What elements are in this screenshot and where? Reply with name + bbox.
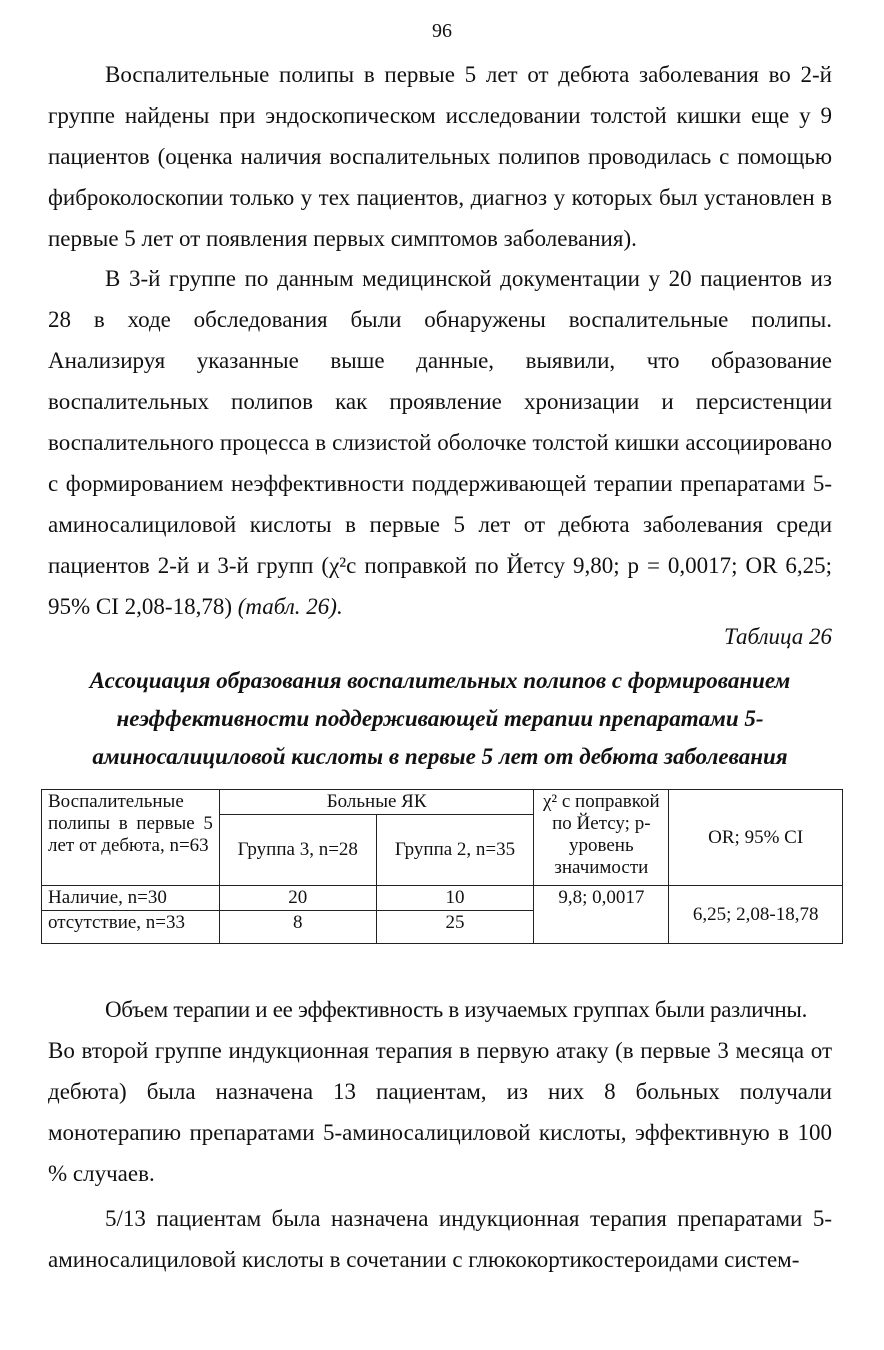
paragraph-induction-group2: Во второй группе индукционная терапия в первую атаку (в первые 3 месяца от дебюта) была назначена 13 пациентам, из них 8 больных получали монотерапию препаратами 5-аминосалициловой кислоты, эффективную в 100 % случаев. xyxy=(48,1038,832,1186)
paragraph-group3-text: В 3-й группе по данным медицинской документации у 20 пациентов из 28 в ходе обследования были обнаружены воспалительные полипы. Анализируя указанные выше данные, выявили, что образование воспалительных полипов как проявление хронизации и персистенции воспалительного процесса в слизистой оболочке толстой кишки ассоциировано с формированием неэффективности поддерживающей терапии препаратами 5-аминосалициловой кислоты в первые 5 лет от дебюта заболевания среди пациентов 2-й и 3-й групп (χ²с поправкой по Йетсу 9,80; р = 0,0017; OR 6,25; 95% CI 2,08-18,78) xyxy=(48,266,832,619)
table-title: Ассоциация образования воспалительных полипов с формированием неэффективности поддерживающей терапии препаратами 5-аминосалициловой кислоты в первые 5 лет от дебюта заболевания xyxy=(89,668,791,769)
table-label: Таблица 26 xyxy=(723,624,832,649)
table-26 xyxy=(41,789,843,944)
table-row xyxy=(42,886,843,911)
table-reference: (табл. 26). xyxy=(237,594,343,619)
header-row-label: Воспалительные полипы в первые 5 лет от дебюта, n=63 xyxy=(42,790,220,886)
cell-g3-absence: 8 xyxy=(219,911,376,944)
header-chi-square: χ² с поправкой по Йетсу; р-уровень значимости xyxy=(534,790,669,886)
row-label-absence: отсутствие, n=33 xyxy=(42,911,220,944)
cell-g2-absence: 25 xyxy=(376,911,534,944)
header-patients-uc: Больные ЯК xyxy=(219,790,533,815)
header-group2: Группа 2, n=35 xyxy=(376,815,534,886)
page-number: 96 xyxy=(432,20,452,42)
cell-chi-value: 9,8; 0,0017 xyxy=(534,886,669,944)
cell-or-value: 6,25; 2,08-18,78 xyxy=(669,886,843,944)
paragraph-group3-analysis xyxy=(48,258,832,627)
header-group3: Группа 3, n=28 xyxy=(219,815,376,886)
cell-g3-presence: 20 xyxy=(219,886,376,911)
row-label-presence: Наличие, n=30 xyxy=(42,886,220,911)
paragraph-combination-therapy: 5/13 пациентам была назначена индукционная терапия препаратами 5-аминосалициловой кислоты в сочетании с глюкокортикостероидами систем- xyxy=(48,1206,832,1272)
cell-g2-presence: 10 xyxy=(376,886,534,911)
header-or-ci: OR; 95% CI xyxy=(669,790,843,886)
paragraph-therapy-volume: Объем терапии и ее эффективность в изучаемых группах были различны. xyxy=(105,997,808,1022)
paragraph-polyps-group2: Воспалительные полипы в первые 5 лет от дебюта заболевания во 2-й группе найдены при эндоскопическом исследовании толстой кишки еще у 9 пациентов (оценка наличия воспалительных полипов проводилась с помощью фиброколоскопии только у тех пациентов, диагноз у которых был установлен в первые 5 лет от появления первых симптомов заболевания). xyxy=(48,62,832,251)
